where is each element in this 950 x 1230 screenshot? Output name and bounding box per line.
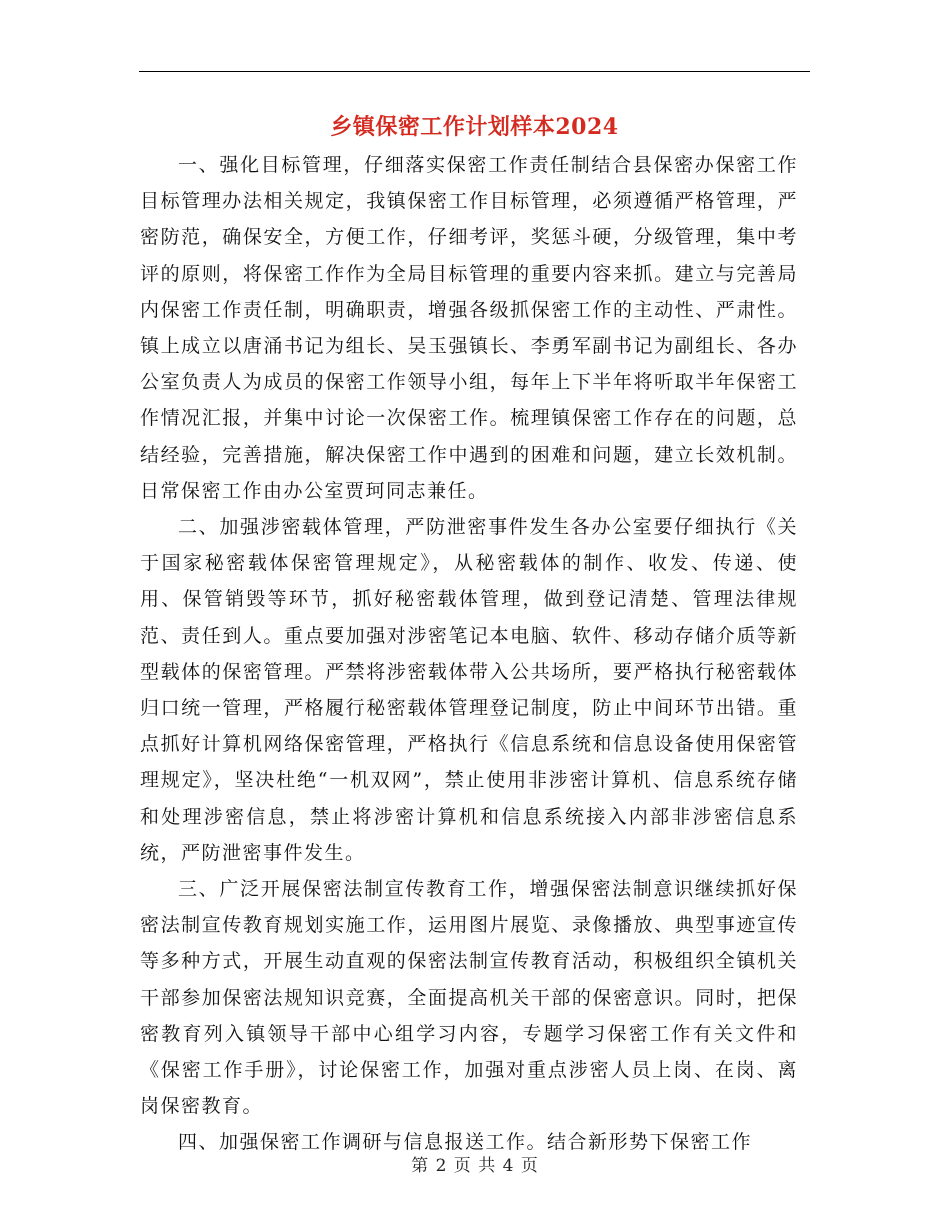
paragraph-2: 二、加强涉密载体管理，严防泄密事件发生各办公室要仔细执行《关于国家秘密载体保密管理规定》，从秘密载体的制作、收发、传递、使用、保管销毁等环节，抓好秘密载体管理，做到登记清楚、管理法律规范、责任到人。重点要加强对涉密笔记本电脑、软件、移动存储介质等新型载体的保密管理。严禁将涉密载体带入公共场所，要严格执行秘密载体归口统一管理，严格履行秘密载体管理登记制度，防止中间环节出错。重点抓好计算机网络保密管理，严格执行《信息系统和信息设备使用保密管理规定》，坚决杜绝“一机双网”，禁止使用非涉密计算机、信息系统存储和处理涉密信息，禁止将涉密计算机和信息系统接入内部非涉密信息系统，严防泄密事件发生。 xyxy=(140,516,798,864)
paragraph-4: 四、加强保密工作调研与信息报送工作。结合新形势下保密工作 xyxy=(178,1131,753,1154)
page-number-footer: 第 2 页 共 4 页 xyxy=(411,1156,539,1176)
paragraph-1: 一、强化目标管理，仔细落实保密工作责任制结合县保密办保密工作目标管理办法相关规定，我镇保密工作目标管理，必须遵循严格管理，严密防范，确保安全，方便工作，仔细考评，奖惩斗硬，分级管理，集中考评的原则，将保密工作作为全局目标管理的重要内容来抓。建立与完善局内保密工作责任制，明确职责，增强各级抓保密工作的主动性、严肃性。镇上成立以唐涌书记为组长、吴玉强镇长、李勇军副书记为副组长、各办公室负责人为成员的保密工作领导小组，每年上下半年将听取半年保密工作情况汇报，并集中讨论一次保密工作。梳理镇保密工作存在的问题，总结经验，完善措施，解决保密工作中遇到的困难和问题，建立长效机制。日常保密工作由办公室贾珂同志兼任。 xyxy=(140,154,798,502)
header-rule xyxy=(139,71,810,72)
document-title: 乡镇保密工作计划样本2024 xyxy=(330,114,619,140)
document-body xyxy=(140,147,798,1161)
paragraph-3: 三、广泛开展保密法制宣传教育工作，增强保密法制意识继续抓好保密法制宣传教育规划实施工作，运用图片展览、录像播放、典型事迹宣传等多种方式，开展生动直观的保密法制宣传教育活动，积极组织全镇机关干部参加保密法规知识竞赛，全面提高机关干部的保密意识。同时，把保密教育列入镇领导干部中心组学习内容，专题学习保密工作有关文件和《保密工作手册》，讨论保密工作，加强对重点涉密人员上岗、在岗、离岗保密教育。 xyxy=(140,878,798,1118)
